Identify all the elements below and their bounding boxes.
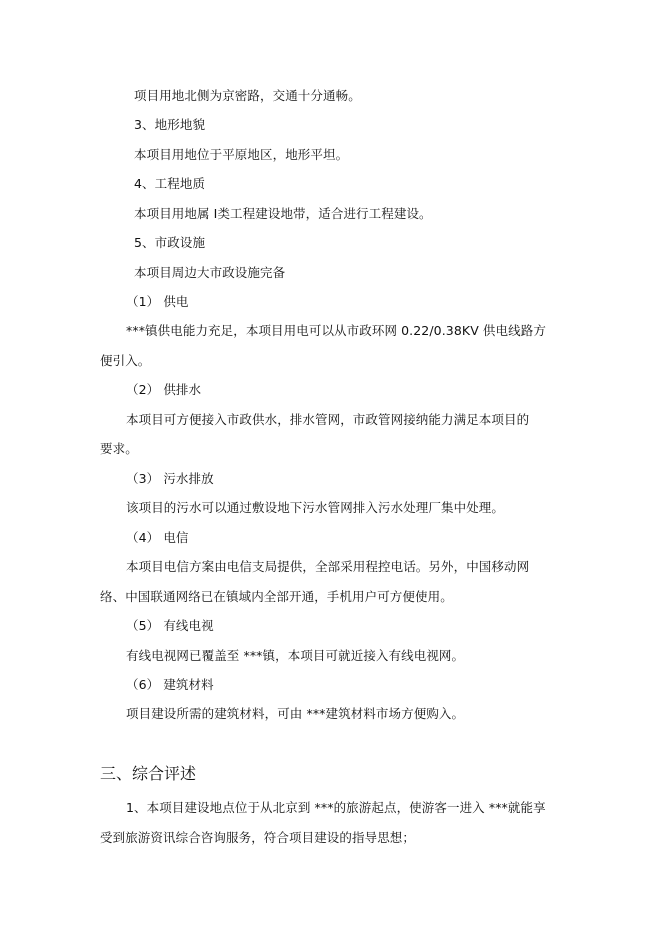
text-line: （6） 建筑材料 (126, 677, 214, 692)
text-line: 本项目周边大市政设施完备 (134, 265, 286, 280)
text-line: ***镇供电能力充足，本项目用电可以从市政环网 0.22/0.38KV 供电线路方 (126, 323, 546, 338)
text-line: （2） 供排水 (126, 382, 202, 397)
section-heading: 三、综合评述 (100, 764, 197, 783)
text-line: 便引入。 (100, 353, 151, 368)
text-line: （3） 污水排放 (126, 471, 214, 486)
summary-line: 受到旅游资讯综合咨询服务，符合项目建设的指导思想； (100, 830, 416, 845)
text-line: 本项目可方便接入市政供水，排水管网，市政管网接纳能力满足本项目的 (126, 412, 530, 427)
summary-line: 1、本项目建设地点位于从北京到 ***的旅游起点，使游客一进入 ***就能享 (126, 800, 546, 815)
text-line: 要求。 (100, 441, 138, 456)
text-line: 有线电视网已覆盖至 ***镇，本项目可就近接入有线电视网。 (126, 648, 465, 663)
text-line: 5、市政设施 (134, 235, 206, 250)
text-line: 3、地形地貌 (134, 117, 206, 132)
text-line: 项目用地北侧为京密路，交通十分通畅。 (134, 88, 361, 103)
text-line: （1） 供电 (126, 294, 189, 309)
text-line: 络、中国联通网络已在镇域内全部开通，手机用户可方便使用。 (100, 589, 453, 604)
text-line: （5） 有线电视 (126, 618, 214, 633)
text-line: （4） 电信 (126, 530, 189, 545)
text-line: 项目建设所需的建筑材料，可由 ***建筑材料市场方便购入。 (126, 706, 465, 721)
text-line: 4、工程地质 (134, 176, 206, 191)
text-line: 本项目用地属 Ⅰ类工程建设地带，适合进行工程建设。 (134, 206, 432, 221)
text-line: 该项目的污水可以通过敷设地下污水管网排入污水处理厂集中处理。 (126, 500, 505, 515)
text-line: 本项目电信方案由电信支局提供，全部采用程控电话。另外，中国移动网 (126, 559, 530, 574)
text-line: 本项目用地位于平原地区，地形平坦。 (134, 147, 349, 162)
